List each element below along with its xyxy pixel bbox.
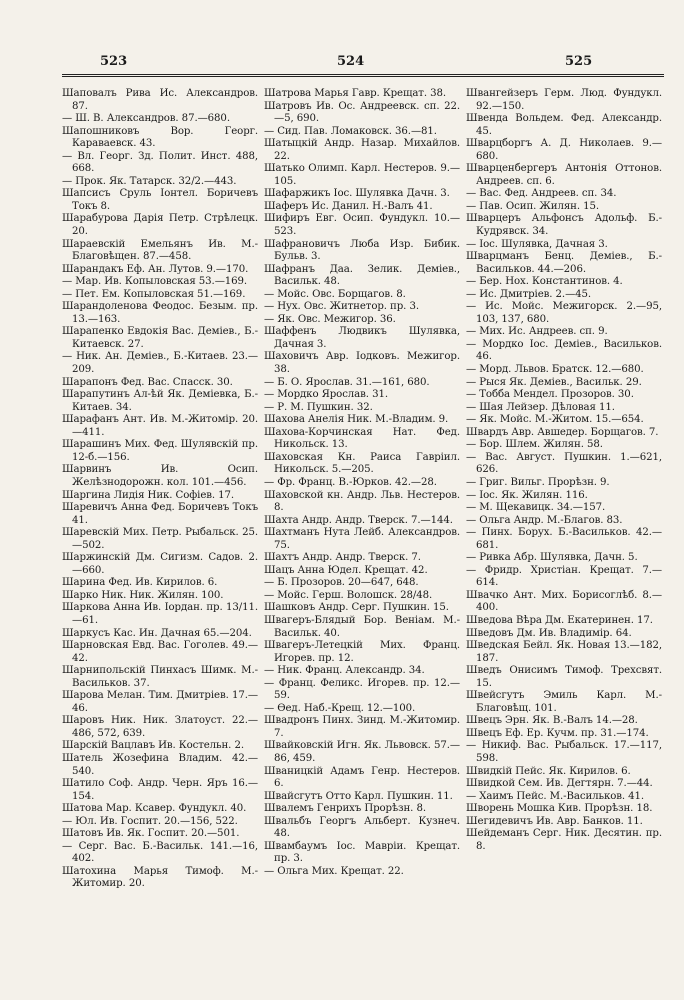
page-number-left: 523	[100, 54, 128, 69]
directory-entry: Шарскій Вацлавъ Ив. Костельн. 2.	[62, 740, 244, 752]
column-right	[466, 88, 662, 978]
directory-entry: — Вас. Август. Пушкин. 1.—621, 626.	[466, 451, 662, 476]
directory-entry: Шапошниковъ Вор. Георг. Караваевск. 43.	[62, 125, 258, 150]
directory-entry: — Як. Овс. Межигор. 36.	[264, 313, 396, 325]
directory-entry: — Мордко Іос. Деміев., Васильков. 46.	[466, 338, 662, 363]
directory-entry: — Ольга Андр. М.-Благов. 83.	[466, 514, 623, 526]
directory-entry: — Мар. Ив. Копыловская 53.—169.	[62, 276, 248, 288]
directory-entry: — Ривка Абр. Шулявка, Дачн. 5.	[466, 552, 638, 564]
directory-entry: — Пет. Ем. Копыловская 51.—169.	[62, 288, 246, 300]
directory-entry: Швалемъ Генрихъ Прорѣзн. 8.	[264, 803, 426, 815]
directory-entry: — Бор. Шлем. Жилян. 58.	[466, 439, 603, 451]
directory-entry: Швамбаумъ Іос. Мавріи. Крещат. пр. 3.	[264, 840, 460, 865]
directory-entry: Шегидевичъ Ив. Авр. Банков. 11.	[466, 815, 643, 827]
directory-entry: Шарновская Евд. Вас. Гоголев. 49.—42.	[62, 640, 258, 664]
directory-entry: Шатрова Марья Гавр. Крещат. 38.	[264, 88, 447, 99]
directory-entry: — Өед. Наб.-Крещ. 12.—100.	[264, 702, 416, 714]
directory-entry: — Б. О. Ярослав. 31.—161, 680.	[264, 376, 430, 388]
directory-entry: Шашковъ Андр. Серг. Пушкин. 15.	[264, 602, 449, 614]
directory-entry: Швардъ Авр. Авшедер. Борщагов. 7.	[466, 426, 659, 438]
directory-entry: Шаревичъ Анна Фед. Боричевъ Токъ 41.	[62, 502, 258, 526]
directory-entry: Шахта Андр. Андр. Тверск. 7.—144.	[264, 514, 453, 526]
directory-entry: — Нух. Овс. Житнетор. пр. 3.	[264, 301, 419, 313]
directory-entry: Шарабурова Дарія Петр. Стрѣлецк. 20.	[62, 213, 258, 238]
directory-entry: Шварценбергеръ Антонія Оттонов. Андреев. сп. 6.	[466, 163, 662, 187]
directory-entry: — Мордко Ярослав. 31.	[264, 389, 388, 401]
directory-entry: — М. Щекавицк. 34.—157.	[466, 502, 606, 514]
directory-entry: — Ис. Дмитріев. 2.—45.	[466, 288, 592, 300]
directory-entry: Швецъ Эрн. Як. В.-Валъ 14.—28.	[466, 715, 638, 727]
directory-entry: — Іос. Шулявка, Дачная 3.	[466, 238, 608, 250]
directory-entry: Шарко Ник. Ник. Жилян. 100.	[62, 589, 224, 601]
header-rule	[62, 74, 664, 77]
directory-entry: Швидкій Пейс. Як. Кирилов. 6.	[466, 765, 631, 777]
directory-entry: Швадронъ Пинх. Зинд. М.-Житомир. 7.	[264, 715, 460, 739]
directory-entry: Шаховичъ Авр. Іодковъ. Межигор. 38.	[264, 351, 460, 376]
directory-entry: Шаховской кн. Андр. Льв. Нестеров. 8.	[264, 489, 460, 514]
directory-entry: Шифиръ Евг. Осип. Фундукл. 10.—523.	[264, 213, 460, 238]
directory-entry: Шапсисъ Сруль Іонтел. Боричевъ Токъ 8.	[62, 188, 258, 212]
directory-entry: — Ольга Мих. Крещат. 22.	[264, 865, 404, 877]
directory-entry: Шварцеръ Альфонсъ Адольф. Б.-Кудрявск. 34.	[466, 213, 662, 238]
directory-entry: Шейдеманъ Серг. Ник. Десятин. пр. 8.	[466, 828, 662, 852]
directory-entry: Шарвинъ Ив. Осип. Желѣзнодорожн. кол. 101.—456.	[62, 464, 258, 488]
directory-entry: Швальбъ Георгъ Альберт. Кузнеч. 48.	[264, 815, 460, 840]
directory-entry: Шатохина Марья Тимоф. М.-Житомир. 20.	[62, 865, 258, 890]
directory-entry: Шарапонъ Фед. Вас. Спасск. 30.	[62, 376, 233, 388]
page-number-right: 525	[565, 54, 593, 69]
directory-entry: Шаревскій Мих. Петр. Рыбальск. 25.—502.	[62, 527, 258, 551]
directory-entry: Шатровъ Ив. Ос. Андреевск. сп. 22.—5, 690.	[264, 100, 460, 125]
directory-entry: — Шая Лейзер. Дѣловая 11.	[466, 401, 615, 413]
directory-entry: Шацъ Анна Юдел. Крещат. 42.	[264, 564, 428, 576]
directory-entry: — Мойс. Овс. Борщагов. 8.	[264, 288, 406, 300]
directory-entry: Шарафанъ Ант. Ив. М.-Житомір. 20.—411.	[62, 414, 258, 438]
directory-entry: Шафранъ Даа. Зелик. Деміев., Васильк. 48.	[264, 263, 460, 288]
directory-entry: Швайсгутъ Отто Карл. Пушкин. 11.	[264, 790, 453, 802]
directory-entry: — Б. Прозоров. 20—647, 648.	[264, 577, 419, 589]
directory-entry: Швидкой Сем. Ив. Дегтярн. 7.—44.	[466, 778, 653, 790]
directory-entry: — Франц. Феликс. Игорев. пр. 12.—59.	[264, 677, 460, 702]
directory-entry: Шаховская Кн. Раиса Гавріил. Никольск. 5.—205.	[264, 451, 460, 476]
directory-entry: Шахтъ Андр. Андр. Тверск. 7.	[264, 552, 421, 564]
directory-entry: Шаргина Лидія Ник. Софіев. 17.	[62, 489, 235, 501]
directory-entry: — Р. М. Пушкин. 32.	[264, 401, 373, 413]
directory-entry: Шваницкій Адамъ Генр. Нестеров. 6.	[264, 765, 460, 790]
directory-entry: Шведовъ Дм. Ив. Владимір. 64.	[466, 627, 632, 639]
directory-entry: Шатыцкій Андр. Назар. Михайлов. 22.	[264, 138, 460, 162]
directory-entry: — Бер. Нох. Константинов. 4.	[466, 276, 623, 288]
directory-entry: — Морд. Львов. Братск. 12.—680.	[466, 364, 644, 376]
directory-entry: Шахтманъ Нута Лейб. Александров. 75.	[264, 527, 460, 551]
directory-entry: Шарапенко Евдокія Вас. Деміев., Б.-Китаевск. 27.	[62, 326, 258, 350]
directory-entry: Шаповалъ Рива Ис. Александров. 87.	[62, 88, 258, 112]
directory-entry: Шаровъ Ник. Ник. Златоуст. 22.—486, 572, 639.	[62, 715, 258, 739]
directory-entry: Шарова Мелан. Тим. Дмитріев. 17.—46.	[62, 690, 258, 714]
page-number-middle: 524	[337, 54, 365, 69]
directory-entry: Шарандакъ Еф. Ан. Лутов. 9.—170.	[62, 263, 249, 275]
directory-entry: — Серг. Вас. Б.-Васильк. 141.—16, 402.	[62, 840, 258, 865]
directory-entry: Шварцборгъ А. Д. Николаев. 9.—680.	[466, 138, 662, 162]
directory-entry: — Ш. В. Александров. 87.—680.	[62, 113, 230, 125]
directory-entry: Шворень Мошка Кив. Прорѣзн. 18.	[466, 803, 653, 815]
directory-entry: Шаркусъ Кас. Ин. Дачная 65.—204.	[62, 627, 252, 639]
directory-entry: Шафаржикъ Іос. Шулявка Дачн. 3.	[264, 188, 450, 200]
directory-entry: Шарапутинъ Ал-ѣй Як. Деміевка, Б.-Китаев. 34.	[62, 389, 258, 413]
directory-entry: Швайковскій Игн. Як. Львовск. 57.—86, 459.	[264, 740, 460, 764]
directory-entry: — Вас. Фед. Андреев. сп. 34.	[466, 188, 617, 200]
directory-entry: Шахова-Корчинская Нат. Фед. Никольск. 13.	[264, 426, 460, 451]
directory-entry: Шаркова Анна Ив. Іордан. пр. 13/11.—61.	[62, 602, 258, 626]
directory-entry: — Рыся Як. Деміев., Васильк. 29.	[466, 376, 642, 388]
directory-entry: — Мойс. Герш. Волошск. 28/48.	[264, 589, 433, 601]
directory-entry: Шаржинскій Дм. Сигизм. Садов. 2.—660.	[62, 552, 258, 576]
directory-entry: — Пав. Осип. Жилян. 15.	[466, 200, 600, 212]
directory-entry: Шведская Бейл. Як. Новая 13.—182, 187.	[466, 640, 662, 664]
directory-entry: Шарина Фед. Ив. Кирилов. 6.	[62, 577, 218, 589]
column-middle	[264, 88, 460, 978]
directory-entry: Шведъ Онисимъ Тимоф. Трехсвят. 15.	[466, 665, 662, 689]
directory-entry: Швангейзеръ Герм. Люд. Фундукл. 92.—150.	[466, 88, 662, 112]
directory-entry: — Хаимъ Пейс. М.-Васильков. 41.	[466, 790, 645, 802]
directory-entry: Шварцманъ Бенц. Деміев., Б.-Васильков. 44.—206.	[466, 251, 662, 275]
directory-entry: — Фр. Франц. В.-Юрков. 42.—28.	[264, 476, 437, 488]
directory-entry: Шарандоленова Феодос. Безым. пр. 13.—163.	[62, 301, 258, 325]
directory-entry: — Никиф. Вас. Рыбальск. 17.—117, 598.	[466, 740, 662, 764]
directory-entry: — Юл. Ив. Госпит. 20.—156, 522.	[62, 815, 238, 827]
directory-entry: Шафрановичъ Люба Изр. Бибик. Бульв. 3.	[264, 238, 460, 263]
directory-entry: — Ис. Мойс. Межигорск. 2.—95, 103, 137, 680.	[466, 301, 662, 325]
column-left	[62, 88, 258, 978]
directory-entry: — Григ. Вильг. Прорѣзн. 9.	[466, 476, 610, 488]
directory-entry: Швейсгутъ Эмиль Карл. М.-Благовѣщ. 101.	[466, 690, 662, 714]
directory-entry: Шатило Соф. Андр. Черн. Яръ 16.—154.	[62, 778, 258, 802]
directory-entry: Шатова Мар. Ксавер. Фундукл. 40.	[62, 803, 247, 815]
directory-entry: — Сид. Пав. Ломаковск. 36.—81.	[264, 125, 437, 137]
directory-entry: Шатовъ Ив. Як. Госпит. 20.—501.	[62, 828, 240, 840]
directory-entry: Шарнипольскій Пинхасъ Шимк. М.-Васильков. 37.	[62, 665, 258, 689]
directory-entry: — Прок. Як. Татарск. 32/2.—443.	[62, 175, 237, 187]
directory-entry: Шарашинъ Мих. Фед. Шулявскій пр. 12-б.—156.	[62, 439, 258, 463]
page-header	[62, 52, 664, 74]
directory-entry: — Фридр. Христіан. Крещат. 7.—614.	[466, 564, 662, 589]
directory-entry: Швагеръ-Летецкій Мих. Франц. Игорев. пр. 12.	[264, 640, 460, 664]
directory-entry: — Ник. Франц. Александр. 34.	[264, 665, 425, 677]
directory-entry: Шведова Вѣра Дм. Екатеринен. 17.	[466, 614, 653, 626]
directory-entry: — Пинх. Борух. Б.-Васильков. 42.—681.	[466, 527, 662, 551]
directory-entry: — Як. Мойс. М.-Житом. 15.—654.	[466, 414, 644, 426]
directory-entry: — Мих. Ис. Андреев. сп. 9.	[466, 326, 608, 338]
directory-columns	[62, 88, 664, 978]
directory-entry: Швагеръ-Блядый Бор. Веніам. М.-Васильк. 40.	[264, 614, 460, 639]
directory-entry: Швенда Вольдем. Фед. Александр. 45.	[466, 113, 662, 137]
directory-entry: — Вл. Георг. Зд. Полит. Инст. 488, 668.	[62, 150, 258, 175]
directory-entry: Швачко Ант. Мих. Борисоглѣб. 8.—400.	[466, 589, 662, 614]
directory-entry: — Ник. Ан. Деміев., Б.-Китаев. 23.—209.	[62, 351, 258, 376]
directory-entry: Швецъ Еф. Ер. Кучм. пр. 31.—174.	[466, 727, 649, 739]
directory-entry: Шараевскій Емельянъ Ив. М.-Благовѣщен. 87.—458.	[62, 238, 258, 263]
directory-entry: Шатель Жозефина Владим. 42.—540.	[62, 752, 258, 777]
directory-entry: — Іос. Як. Жилян. 116.	[466, 489, 588, 501]
directory-entry: Шахова Анелія Ник. М.-Владим. 9.	[264, 414, 449, 426]
directory-entry: — Тобба Мендел. Прозоров. 30.	[466, 389, 634, 401]
directory-entry: Шатько Олимп. Карл. Нестеров. 9.—105.	[264, 163, 460, 187]
directory-entry: Шаффенъ Людвикъ Шулявка, Дачная 3.	[264, 326, 460, 350]
directory-entry: Шаферъ Ис. Данил. Н.-Валъ 41.	[264, 200, 433, 212]
